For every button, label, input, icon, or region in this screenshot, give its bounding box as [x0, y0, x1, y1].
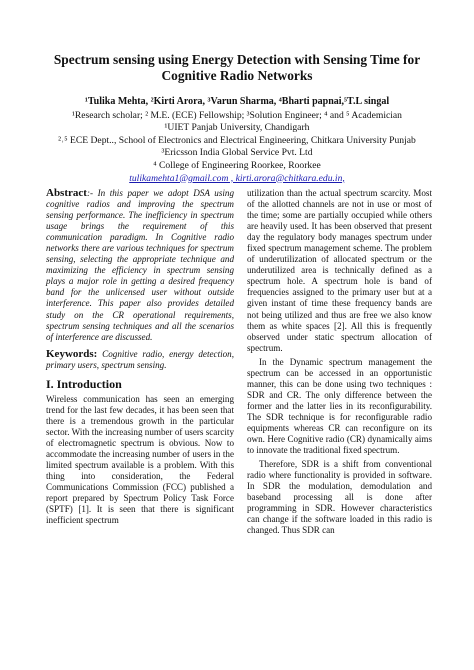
intro-heading: I. Introduction — [46, 376, 122, 391]
abstract-label: Abstract — [46, 187, 87, 199]
keywords-text: Cognitive radio, energy detection, primary users, spectrum sensing. — [46, 348, 234, 370]
affiliation-roorkee: ⁴ College of Engineering Roorkee, Roorkee — [153, 159, 321, 171]
abstract — [46, 188, 234, 343]
affiliation-chitkara: ²˒⁵ ECE Dept.., School of Electronics and Electrical Engineering, Chitkara University Punjab — [58, 134, 416, 146]
intro-paragraph-1: Wireless communication has seen an emerging trend for the last few decades, it has been seen that there is a tremendous growth in the particular sector. With the increasing number of users scarcity of electromagnetic spectrum is obvious. Now to accommodate the increasing number of users in the limited spectrum available is a problem. With this thing into consideration, the Federal Communications Commission (FCC) published a report prepared by Spectrum Policy Task Force (SPTF) [1]. It is seen that there is significant inefficient spectrum — [46, 393, 234, 526]
left-column — [46, 188, 234, 526]
right-paragraph-2: In the Dynamic spectrum management the spectrum can be accessed in an opportunistic manner, this can be done using two techniques : SDR and CR. The only difference between the former and the latter lies in its reconfigurability. The SDR technique is for reconfigurable radio equipments whereas CR can reconfigure on its own. Here Cognitive radio (CR) dynamically aims to innovate the traditional fixed spectrum. — [247, 356, 432, 456]
affiliation-uiet: ¹UIET Panjab University, Chandigarh — [164, 122, 310, 134]
right-column — [247, 188, 432, 536]
keywords-label: Keywords: — [46, 347, 98, 360]
abstract-text: :- In this paper we adopt DSA using cognitive radios and improving the spectrum sensing performance. The inefficiency in spectrum usage brings the requirement of this communication paradigm. In Cognitive radio networks there are various techniques for spectrum sensing, selecting the appropriate technique and maximizing the efficiency in spectrum sensing plays a major role in getting a desired frequency band for the unlicensed user without outside interference. This paper also provides detailed study on the CR operational requirements, spectrum sensing techniques and all the scenarios of interference are discussed. — [46, 188, 234, 342]
author-block — [40, 96, 434, 185]
right-paragraph-1: utilization than the actual spectrum scarcity. Most of the allotted channels are not in use or most of the time; some are partially occupied while others are heavily used. It has been observed that present day the regulatory body manages spectrum under fixed spectrum management scheme. The problem of underutilization of allocated spectrum or the underutilized area is technically defined as a spectrum hole. A spectrum hole is band of frequencies assigned to the primary user but at a given instant of time these frequency bands are not being utilized and thus are free we also know them as white spaces [2]. All this is frequently observed under static spectrum allocation of spectrum. — [247, 188, 432, 353]
right-paragraph-3: Therefore, SDR is a shift from conventional radio where functionality is provided in software. In SDR the modulation, demodulation and baseband processing all is done after programming in SDR. However characteristics can change if the software loaded in this radio is changed. Thus SDR can — [247, 459, 432, 536]
affiliation-ericsson: ³Ericsson India Global Service Pvt. Ltd — [161, 147, 313, 159]
affiliation-roles: ¹Research scholar; ² M.E. (ECE) Fellowship; ³Solution Engineer; ⁴ and ⁵ Academician — [72, 109, 402, 121]
author-emails[interactable]: tulikamehta1@gmail.com , kirti.arora@chitkara.edu.in, — [129, 172, 345, 184]
author-names: ¹Tulika Mehta, ²Kirti Arora, ³Varun Sharma, ⁴Bharti papnai,⁵T.L singal — [84, 96, 390, 107]
paper-title: Spectrum sensing using Energy Detection with Sensing Time for Cognitive Radio Networks — [53, 52, 421, 83]
keywords — [46, 349, 234, 371]
